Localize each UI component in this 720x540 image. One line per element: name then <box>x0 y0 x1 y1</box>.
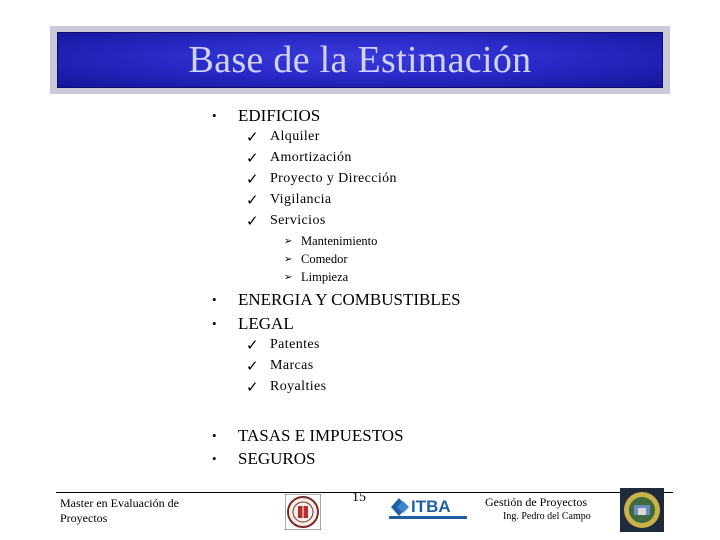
slide-title: Base de la Estimación <box>188 39 532 81</box>
footer-course: Master en Evaluación de Proyectos <box>60 496 179 525</box>
title-bar <box>57 32 663 88</box>
heading-seguros: SEGUROS <box>238 449 316 468</box>
arrow-icon: ➢ <box>284 272 293 283</box>
check-icon: ✓ <box>246 149 259 167</box>
check-icon: ✓ <box>246 128 259 146</box>
sub-list-item: Mantenimiento <box>301 234 378 248</box>
itba-logo <box>389 495 469 521</box>
sub-list-item: Comedor <box>301 252 348 266</box>
heading-legal: LEGAL <box>238 314 294 333</box>
page-number: 15 <box>352 490 366 505</box>
list-item: Proyecto y Dirección <box>270 171 397 186</box>
bullet-icon: • <box>212 108 217 123</box>
arrow-icon: ➢ <box>284 236 293 247</box>
list-item: Alquiler <box>270 129 320 144</box>
list-item: Vigilancia <box>270 192 332 207</box>
sub-list-item: Limpieza <box>301 270 349 284</box>
bullet-icon: • <box>212 316 217 331</box>
arrow-icon: ➢ <box>284 254 293 265</box>
list-item: Royalties <box>270 379 327 394</box>
check-icon: ✓ <box>246 357 259 375</box>
footer-course-title: Gestión de Proyectos <box>485 495 587 509</box>
check-icon: ✓ <box>246 212 259 230</box>
bullet-icon: • <box>212 428 217 443</box>
check-icon: ✓ <box>246 170 259 188</box>
list-item: Marcas <box>270 358 314 373</box>
list-item: Amortización <box>270 150 352 165</box>
institution-emblem-logo <box>620 488 664 532</box>
university-seal-logo <box>285 494 321 530</box>
footer-author: Ing. Pedro del Campo <box>503 511 591 522</box>
list-item: Servicios <box>270 213 326 228</box>
bullet-icon: • <box>212 292 217 307</box>
bullet-icon: • <box>212 451 217 466</box>
heading-edificios: EDIFICIOS <box>238 106 321 125</box>
check-icon: ✓ <box>246 336 259 354</box>
heading-tasas: TASAS E IMPUESTOS <box>238 426 404 445</box>
check-icon: ✓ <box>246 378 259 396</box>
heading-energia: ENERGIA Y COMBUSTIBLES <box>238 290 461 309</box>
list-item: Patentes <box>270 337 320 352</box>
check-icon: ✓ <box>246 191 259 209</box>
itba-logo-text: ITBA <box>411 497 451 516</box>
